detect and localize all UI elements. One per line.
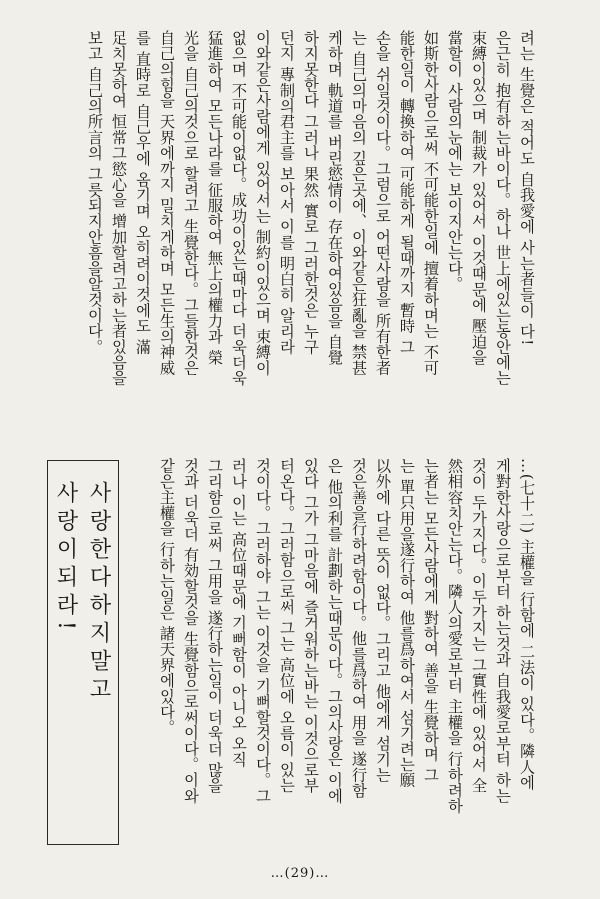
text-column: 足치못하여 恒常그慾心을 增加할려고하는者있음을 <box>110 30 128 387</box>
text-column: 하지못한다 그러나 果然 實로 그러한것은 누구 <box>302 30 320 355</box>
text-column: 은근히 抱有하는바이다。하나 世上에있는동안에는 <box>494 30 512 387</box>
text-column: 러나 이는 高位때문에 기뻐함이 아니오 오직 <box>230 458 248 768</box>
text-column: 게對한사랑으로부터 하는것과 自我愛로부터 하는 <box>494 458 512 804</box>
text-column: 는 單只用을遂行하여 他를爲하여서 섬기려는願 <box>398 458 416 788</box>
text-column: 터온다。그러함으로써 그는 高位에 오름이 있는 <box>278 458 296 794</box>
motto-box <box>47 460 119 845</box>
text-column: 것은善을行하려함이다。他를爲하여 用을 遂行함 <box>350 458 368 799</box>
text-column: 然相容치안는다。隣人의愛로부터 主權을 行하려하 <box>446 458 464 815</box>
page-number: …(29)… <box>270 866 330 881</box>
text-column: 던지 專制의君主를 보아서 이를 明白히 알리라 <box>278 30 296 355</box>
text-column: …(七十二) 主權을 行함에 二法이 있다。隣人에 <box>518 458 536 791</box>
text-column: 以外에 다른 뜻이 없다。그리고 他에게 섬기는 <box>374 458 392 783</box>
text-column: 當할이 사람의눈에는 보이지안는다。 <box>446 30 464 292</box>
text-column: 것이다。그러하야 그는 이것을 기뻐할것이다。그 <box>254 458 272 804</box>
text-column: 는者는 모든사람에게 對하여 善을 生覺하며 그 <box>422 458 440 783</box>
text-column: 손을 쉬일것이다。그럼으로 어떤사람을 所有한者 <box>374 30 392 376</box>
text-column: 같은主權을 行하는일은 諸天界에있다。 <box>158 458 176 736</box>
text-column: 것과 더욱더 有効할것을 生覺함으로써이다。이와 <box>182 458 200 804</box>
text-column: 것이 두가지다。이두가지는 그實性에 있어서 全 <box>470 458 488 794</box>
text-column: 猛進하여 모든나라를 征服하여 無上의權力과 榮 <box>206 30 224 366</box>
motto-line: 사랑한다하지말고 <box>86 481 111 705</box>
text-column: 能한일이 轉換하여 可能하게 될때까지 暫時 그 <box>398 30 416 355</box>
text-column: 은 他의利를 計劃하는때문이다。그의사랑은 이에 <box>326 458 344 804</box>
text-column: 있다 그가 그마음에 즐거워하는바는 이것으로부 <box>302 458 320 794</box>
text-column: 려는 生覺은 적어도 自我愛에 사는者들이 다! <box>518 30 536 346</box>
text-column: 自己의힘을 天界에까지 밀치게하며 모든生의神威 <box>158 30 176 376</box>
motto-line: 사랑이되라! <box>53 481 78 636</box>
text-column: 없으며 不可能이없다。成功이있는때마다 더욱더욱 <box>230 30 248 387</box>
text-column: 이와같은사람에게 있어서는 制約이있으며 束縛이 <box>254 30 272 376</box>
text-column: 케하며 軌道를 버린慾情이 存在하여있음을 自覺 <box>326 30 344 366</box>
text-column: 를 直時로 自己우에 옴기며 오히려이것에도 滿 <box>134 30 152 355</box>
text-column: 는 自己의마음의 깊은곳에、이와같은狂亂을 禁甚 <box>350 30 368 376</box>
text-column: 그리함으로써 그用을 遂行하는일이 더욱더 많을 <box>206 458 224 794</box>
text-column: 束縛이있으며 制裁가 있어서 이것때문에 壓迫을 <box>470 30 488 366</box>
text-column: 보고 自己의所言의 그릇되지안흠을알것이다。 <box>86 30 104 355</box>
text-column: 如斯한사람으로써 不可能한일에 擅着하며는 不可 <box>422 30 440 376</box>
text-column: 光을 自己의것으로 할려고 生覺한다。그들한것은 <box>182 30 200 376</box>
